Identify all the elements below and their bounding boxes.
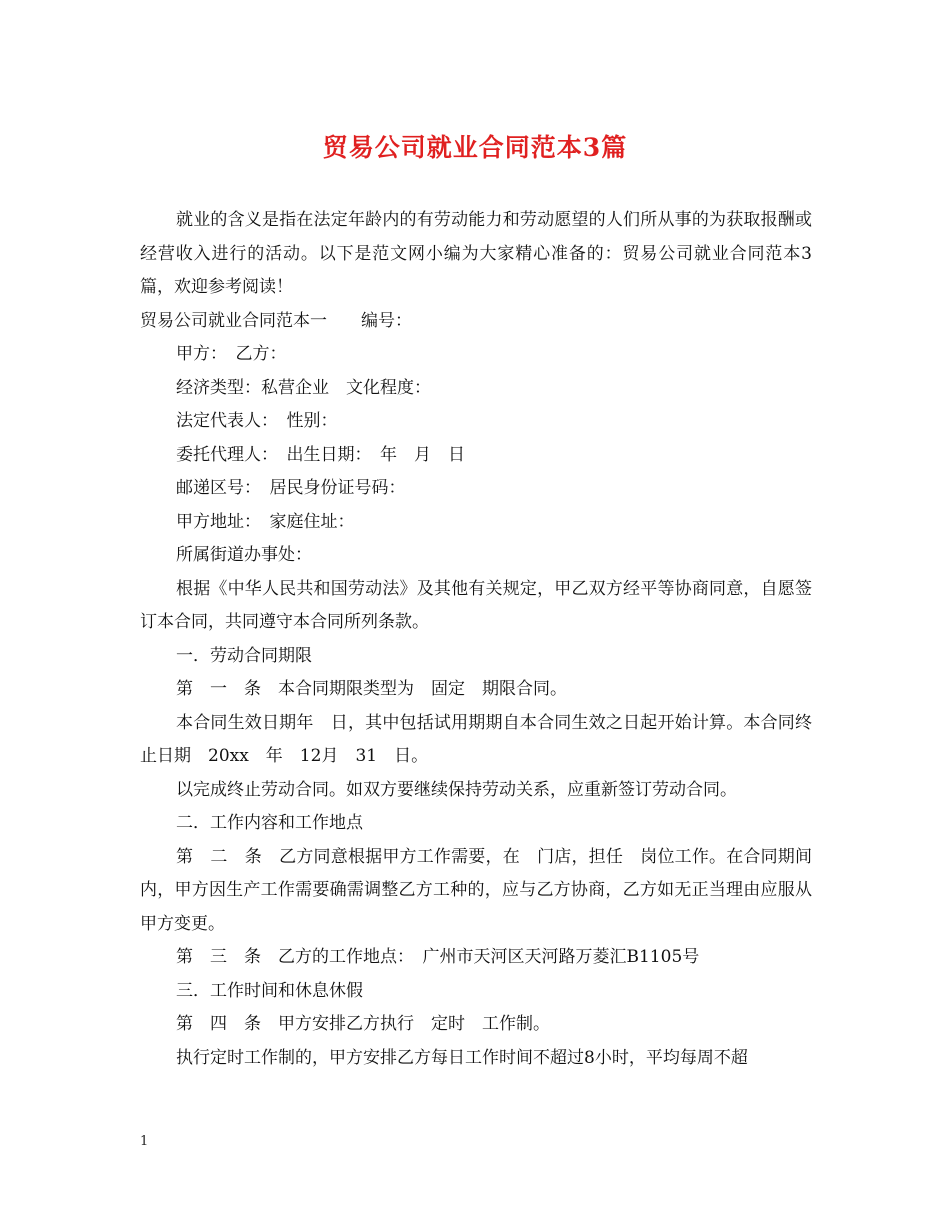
paragraph: 二．工作内容和工作地点 — [176, 813, 363, 833]
paragraph: 经济类型：私营企业 文化程度： — [176, 377, 431, 398]
paragraph: 贸易公司就业合同范本一 编号： — [140, 310, 412, 331]
paragraph: 甲方： 乙方： — [176, 344, 287, 364]
paragraph: 本合同生效日期年 日，其中包括试用期期自本合同生效之日起开始计算。本合同终止日期 20xx 年 12月 31 日。 — [140, 712, 812, 766]
paragraph: 以完成终止劳动合同。如双方要继续保持劳动关系，应重新签订劳动合同。 — [176, 779, 737, 800]
paragraph: 就业的含义是指在法定年龄内的有劳动能力和劳动愿望的人们所从事的为获取报酬或经营收入进行的活动。以下是范文网小编为大家精心准备的：贸易公司就业合同范本3篇，欢迎参考阅读！ — [140, 210, 812, 297]
document-title: 贸易公司就业合同范本3篇 — [322, 133, 628, 162]
paragraph: 甲方地址： 家庭住址： — [176, 511, 355, 532]
paragraph: 根据《中华人民共和国劳动法》及其他有关规定，甲乙双方经平等协商同意，自愿签订本合同，共同遵守本合同所列条款。 — [140, 578, 812, 632]
paragraph: 第 一 条 本合同期限类型为 固定 期限合同。 — [176, 679, 567, 699]
page-number: 1 — [140, 1134, 149, 1149]
paragraph: 执行定时工作制的，甲方安排乙方每日工作时间不超过8小时，平均每周不超 — [176, 1047, 748, 1068]
paragraph: 三．工作时间和休息休假 — [176, 980, 363, 1001]
paragraph: 法定代表人： 性别： — [176, 411, 338, 431]
paragraph: 邮递区号： 居民身份证号码： — [176, 478, 406, 498]
paragraph: 第 四 条 甲方安排乙方执行 定时 工作制。 — [176, 1014, 550, 1034]
paragraph: 第 三 条 乙方的工作地点： 广州市天河区天河路万菱汇B1105号 — [176, 947, 700, 967]
document-body — [140, 204, 812, 1075]
paragraph: 第 二 条 乙方同意根据甲方工作需要，在 门店，担任 岗位工作。在合同期间内，甲方因生产工作需要确需调整乙方工种的，应与乙方协商，乙方如无正当理由应服从甲方变更。 — [140, 846, 812, 934]
paragraph: 一．劳动合同期限 — [176, 645, 312, 666]
paragraph: 委托代理人： 出生日期： 年 月 日 — [176, 444, 465, 465]
paragraph: 所属街道办事处： — [176, 545, 312, 565]
